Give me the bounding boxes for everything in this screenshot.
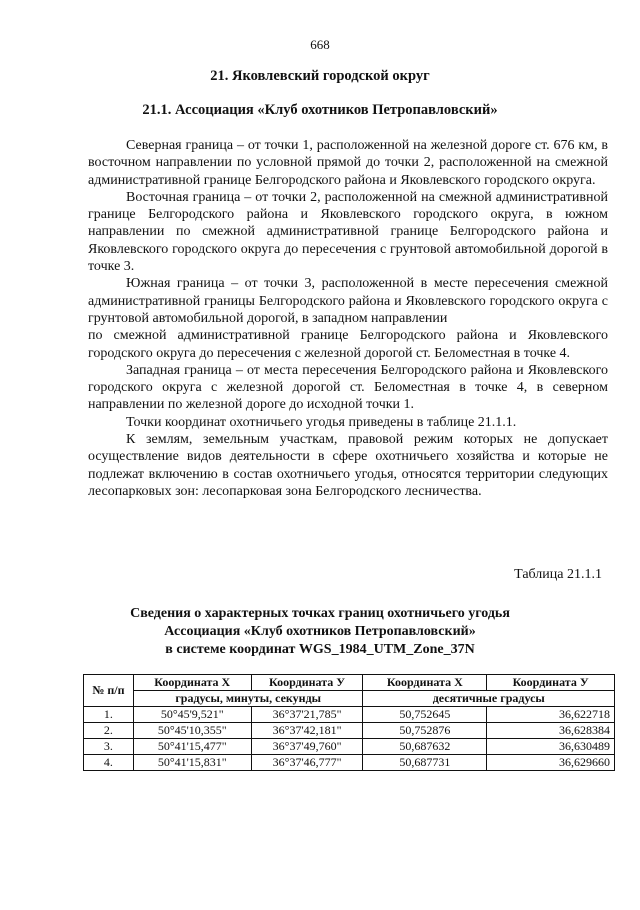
cell-y-decimal: 36,628384 bbox=[487, 723, 615, 739]
header-row-number: № п/п bbox=[84, 675, 134, 707]
page-number: 668 bbox=[310, 37, 330, 52]
header-x-decimal: Координата X bbox=[363, 675, 487, 691]
cell-number: 3. bbox=[84, 739, 134, 755]
cell-x-decimal: 50,752876 bbox=[363, 723, 487, 739]
paragraph-north-border: Северная граница – от точки 1, расположенной на железной дороге ст. 676 км, в восточном направлении по условной прямой до точки 2, расположенной на смежной административной границе Белгородского района и Яковлевского городского округа. bbox=[88, 138, 608, 188]
table-title-line-2: Ассоциация «Клуб охотников Петропавловский» bbox=[164, 624, 476, 639]
table-row bbox=[84, 723, 615, 739]
header-x-dms: Координата X bbox=[133, 675, 251, 691]
subheader-decimal: десятичные градусы bbox=[363, 691, 615, 707]
subheader-dms: градусы, минуты, секунды bbox=[133, 691, 363, 707]
cell-y-decimal: 36,622718 bbox=[487, 707, 615, 723]
cell-y-decimal: 36,629660 bbox=[487, 755, 615, 771]
cell-x-dms: 50°45'9,521" bbox=[133, 707, 251, 723]
header-y-dms: Координата У bbox=[251, 675, 363, 691]
paragraph-south-border-continued: по смежной административной границе Белгородского района и Яковлевского городского округа до пересечения с железной дорогой ст. Беломестная в точке 4. bbox=[88, 328, 608, 361]
table-row bbox=[84, 755, 615, 771]
table-title-line-3: в системе координат WGS_1984_UTM_Zone_37N bbox=[165, 642, 475, 657]
paragraph-excluded-lands: К землям, земельным участкам, правовой режим которых не допускает осуществление видов деятельности в сфере охотничьего хозяйства и которые не подлежат включению в состав охотничьего угодья, относятся территории следующих лесопарковых зон: лесопарковая зона Белгородского лесничества. bbox=[88, 432, 608, 499]
cell-x-decimal: 50,687731 bbox=[363, 755, 487, 771]
cell-y-dms: 36°37'42,181" bbox=[251, 723, 363, 739]
cell-number: 4. bbox=[84, 755, 134, 771]
table-title-line-1: Сведения о характерных точках границ охотничьего угодья bbox=[130, 606, 510, 621]
table-caption: Таблица 21.1.1 bbox=[514, 567, 602, 582]
cell-y-dms: 36°37'49,760" bbox=[251, 739, 363, 755]
cell-y-dms: 36°37'21,785" bbox=[251, 707, 363, 723]
header-y-decimal: Координата У bbox=[487, 675, 615, 691]
cell-x-dms: 50°41'15,831" bbox=[133, 755, 251, 771]
subsection-heading: 21.1. Ассоциация «Клуб охотников Петропавловский» bbox=[142, 102, 498, 118]
cell-x-dms: 50°41'15,477" bbox=[133, 739, 251, 755]
body-text bbox=[88, 137, 608, 500]
cell-x-dms: 50°45'10,355" bbox=[133, 723, 251, 739]
paragraph-points-reference: Точки координат охотничьего угодья приведены в таблице 21.1.1. bbox=[126, 414, 517, 430]
cell-x-decimal: 50,687632 bbox=[363, 739, 487, 755]
cell-number: 2. bbox=[84, 723, 134, 739]
cell-y-decimal: 36,630489 bbox=[487, 739, 615, 755]
table-row bbox=[84, 739, 615, 755]
table-row bbox=[84, 707, 615, 723]
cell-number: 1. bbox=[84, 707, 134, 723]
section-heading: 21. Яковлевский городской округ bbox=[210, 68, 430, 84]
paragraph-west-border: Западная граница – от места пересечения Белгородского района и Яковлевского городского округа с железной дорогой ст. Беломестная в точке 4, в северном направлении по железной дороге до исходной точки 1. bbox=[88, 362, 608, 413]
paragraph-east-border: Восточная граница – от точки 2, расположенной на смежной административной границе Белгородского района и Яковлевского городского округа, в южном направлении по смежной административной границе Белгородского района и Яковлевского городского округа до пересечения с грунтовой автомобильной дорогой в точке 3. bbox=[88, 189, 608, 275]
cell-y-dms: 36°37'46,777" bbox=[251, 755, 363, 771]
coordinates-table bbox=[83, 674, 615, 771]
cell-x-decimal: 50,752645 bbox=[363, 707, 487, 723]
paragraph-south-border: Южная граница – от точки 3, расположенной в месте пересечения смежной административной границы Белгородского района и Яковлевского городского округа с грунтовой автомобильной дорогой, в западном направлении bbox=[88, 276, 608, 326]
